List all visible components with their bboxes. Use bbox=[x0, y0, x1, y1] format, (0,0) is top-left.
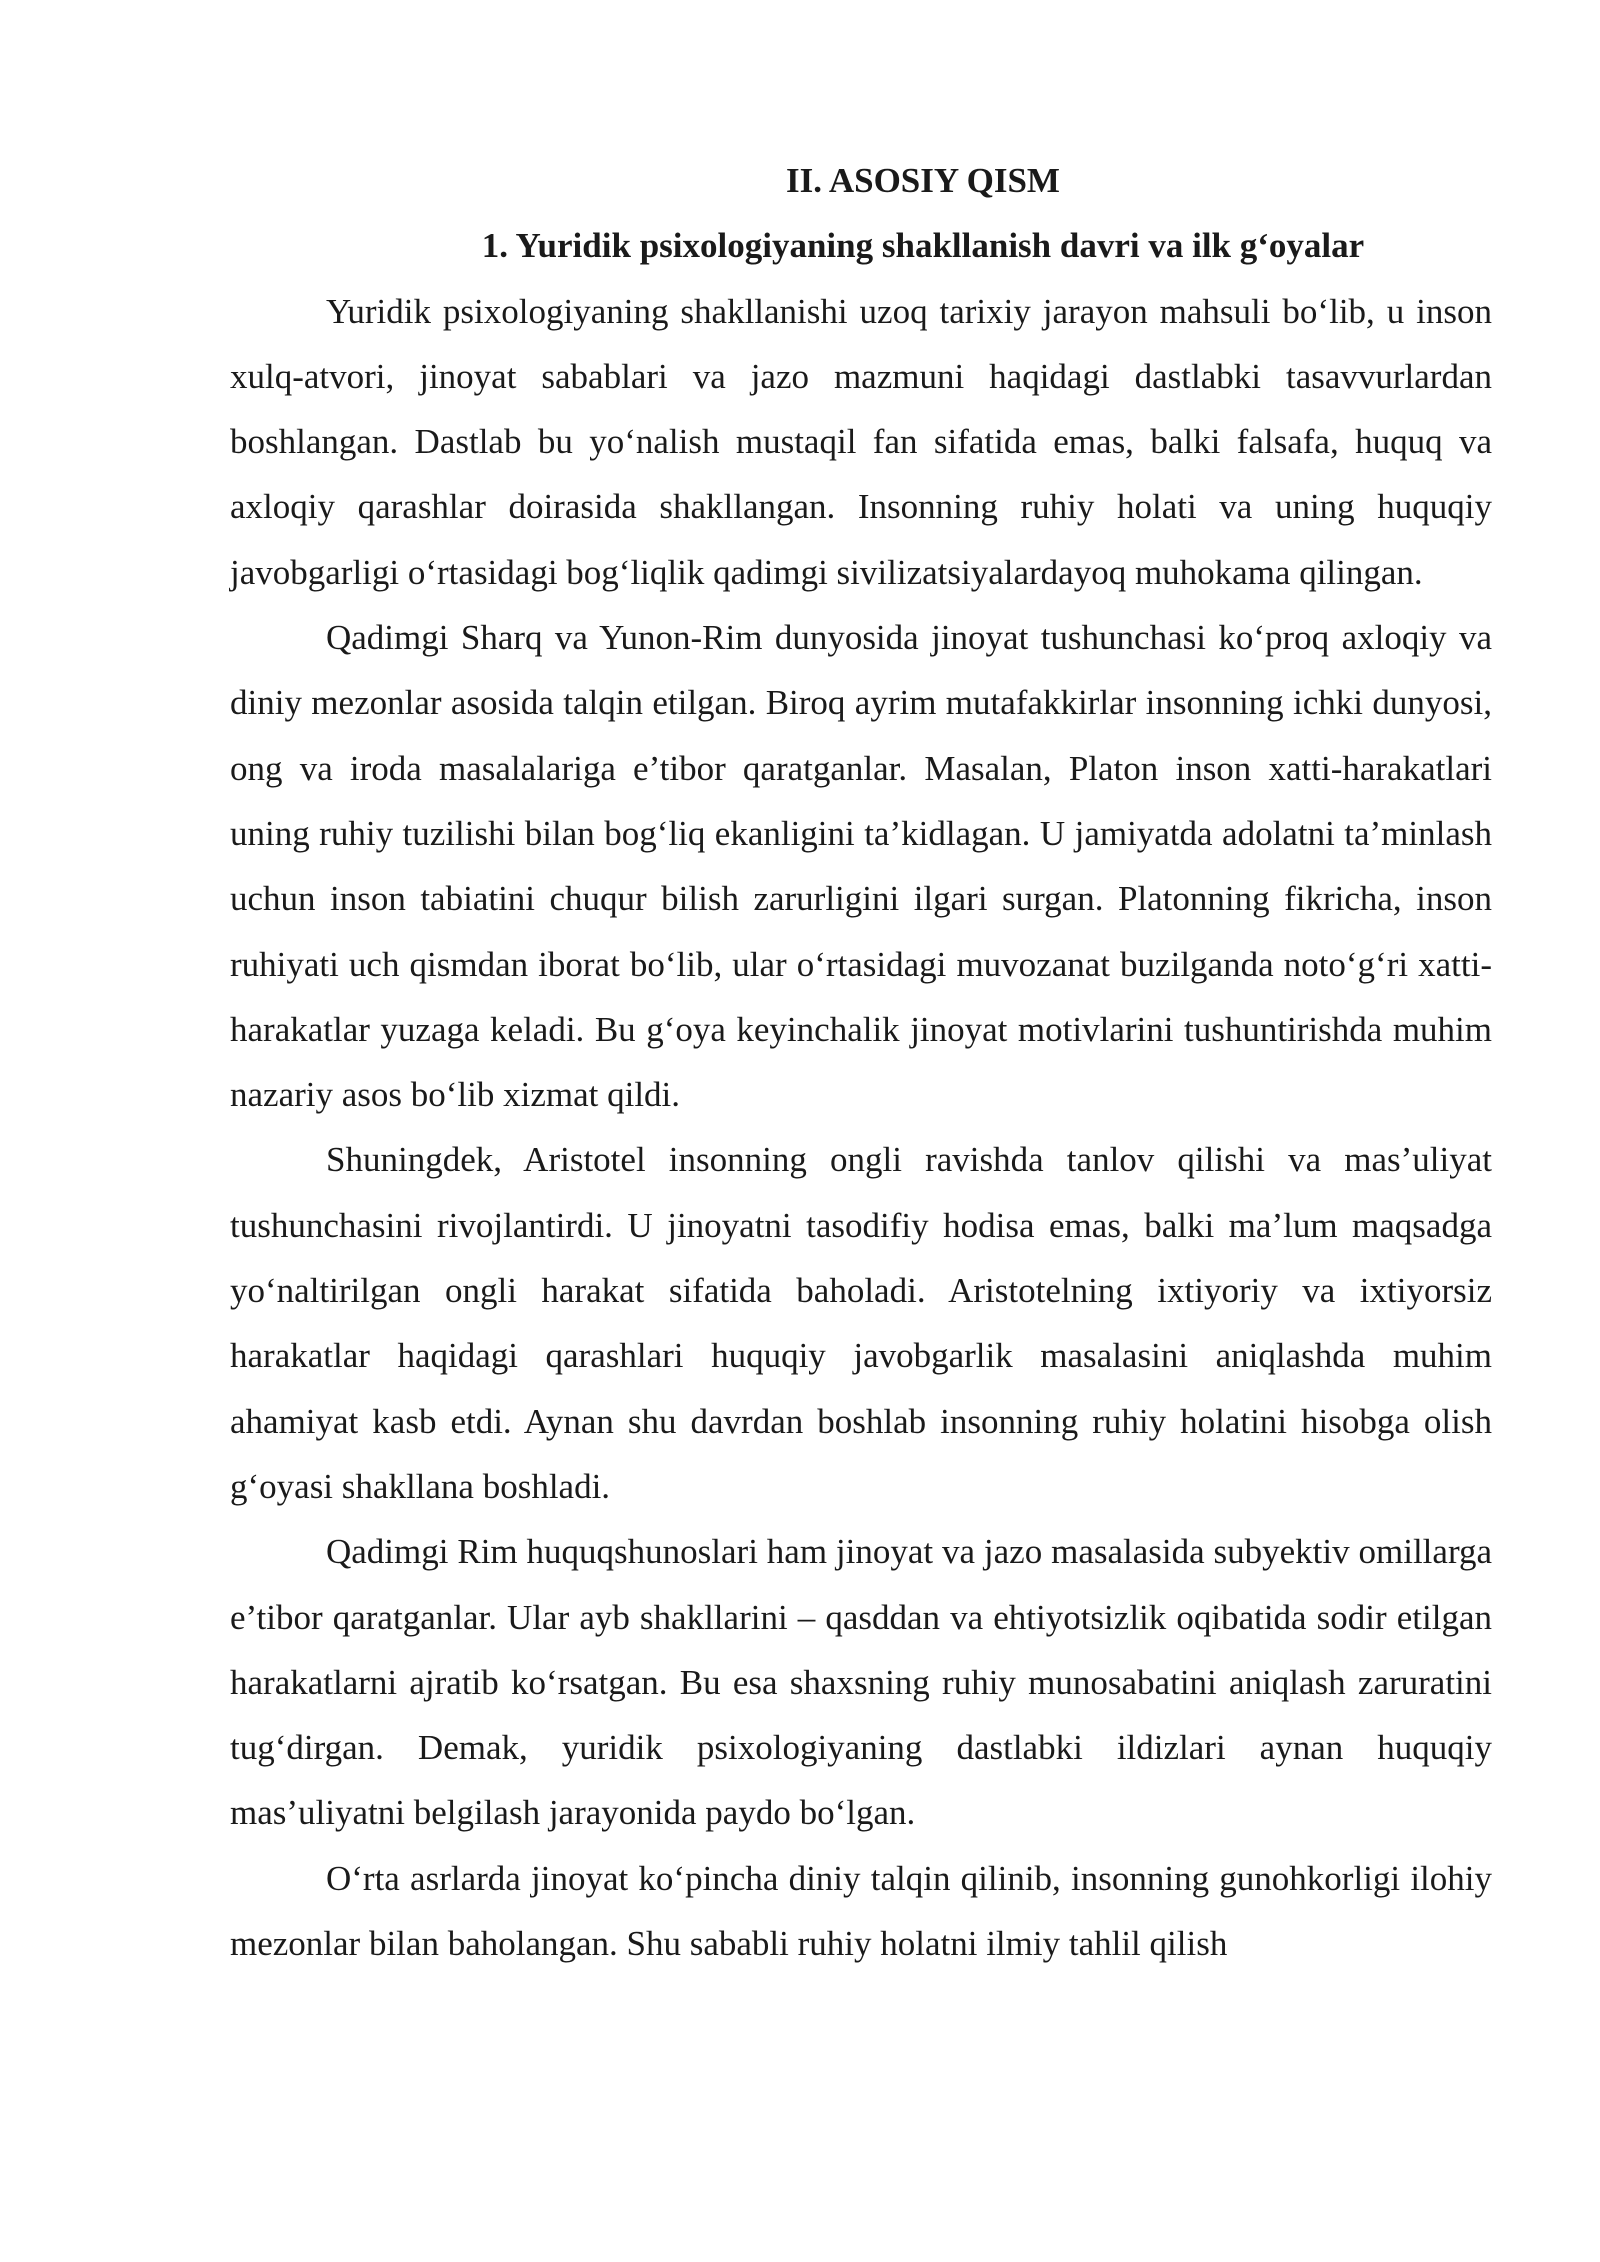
section-title: II. ASOSIY QISM bbox=[786, 161, 1060, 200]
paragraph: Qadimgi Sharq va Yunon-Rim dunyosida jinoyat tushunchasi ko‘proq axloqiy va diniy mezonlar asosida talqin etilgan. Biroq ayrim mutafakkirlar insonning ichki dunyosi, ong va iroda masalalariga e’tibor qaratganlar. Masalan, Platon inson xatti-harakatlari uning ruhiy tuzilishi bilan bog‘liq ekanligini ta’kidlagan. U jamiyatda adolatni ta’minlash uchun inson tabiatini chuqur bilish zarurligini ilgari surgan. Platonning fikricha, inson ruhiyati uch qismdan iborat bo‘lib, ular o‘rtasidagi muvozanat buzilganda noto‘g‘ri xatti-harakatlar yuzaga keladi. Bu g‘oya keyinchalik jinoyat motivlarini tushuntirishda muhim nazariy asos bo‘lib xizmat qildi. bbox=[230, 618, 1492, 1115]
chapter-title: 1. Yuridik psixologiyaning shakllanish davri va ilk g‘oyalar bbox=[481, 226, 1365, 266]
paragraph: Yuridik psixologiyaning shakllanishi uzoq tarixiy jarayon mahsuli bo‘lib, u inson xulq-atvori, jinoyat sabablari va jazo mazmuni haqidagi dastlabki tasavvurlardan boshlangan. Dastlab bu yo‘nalish mustaqil fan sifatida emas, balki falsafa, huquq va axloqiy qarashlar doirasida shakllangan. Insonning ruhiy holati va uning huquqiy javobgarligi o‘rtasidagi bog‘liqlik qadimgi sivilizatsiyalardayoq muhokama qilingan. bbox=[230, 291, 1492, 592]
paragraph: Qadimgi Rim huquqshunoslari ham jinoyat va jazo masalasida subyektiv omillarga e’tibor qaratganlar. Ular ayb shakllarini – qasddan va ehtiyotsizlik oqibatida sodir etilgan harakatlarni ajratib ko‘rsatgan. Bu esa shaxsning ruhiy munosabatini aniqlash zaruratini tug‘dirgan. Demak, yuridik psixologiyaning dastlabki ildizlari aynan huquqiy mas’uliyatni belgilash jarayonida paydo bo‘lgan. bbox=[230, 1532, 1492, 1833]
paragraph: O‘rta asrlarda jinoyat ko‘pincha diniy talqin qilinib, insonning gunohkorligi ilohiy mezonlar bilan baholangan. Shu sababli ruhiy holatni ilmiy tahlil qilish bbox=[230, 1858, 1492, 1964]
document-body bbox=[230, 148, 1492, 1976]
paragraph: Shuningdek, Aristotel insonning ongli ravishda tanlov qilishi va mas’uliyat tushunchasini rivojlantirdi. U jinoyatni tasodifiy hodisa emas, balki ma’lum maqsadga yo‘naltirilgan ongli harakat sifatida baholadi. Aristotelning ixtiyoriy va ixtiyorsiz harakatlar haqidagi qarashlari huquqiy javobgarlik masalasini aniqlashda muhim ahamiyat kasb etdi. Aynan shu davrdan boshlab insonning ruhiy holatini hisobga olish g‘oyasi shakllana boshladi. bbox=[230, 1140, 1492, 1506]
